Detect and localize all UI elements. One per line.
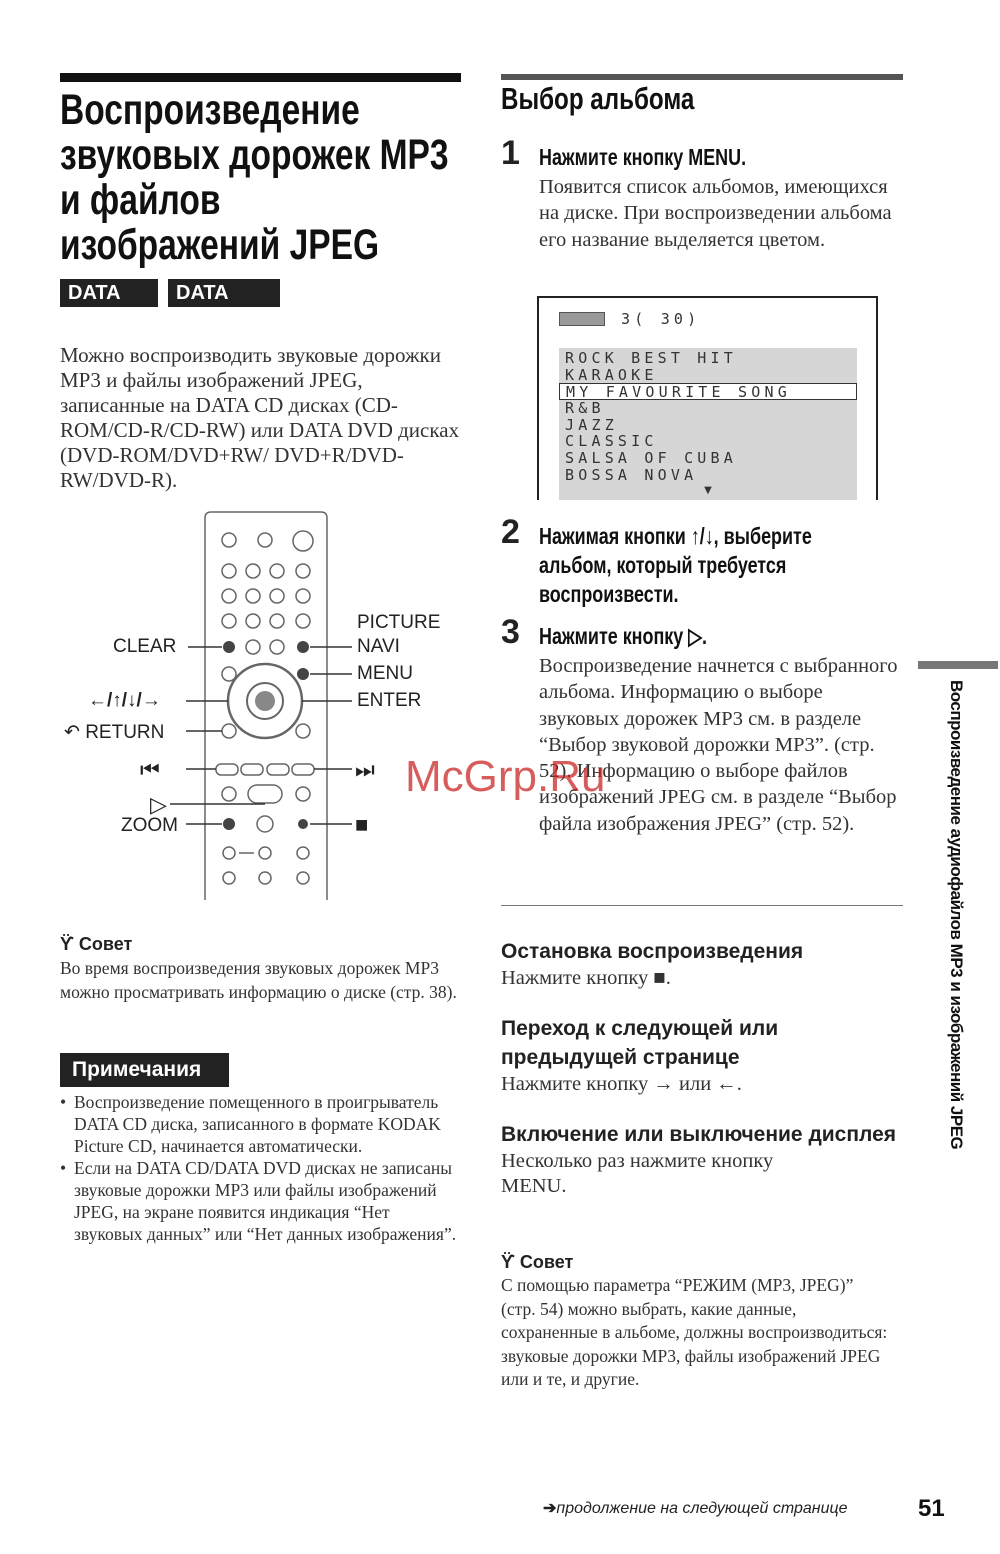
label-menu: MENU — [357, 663, 413, 684]
page-number: 51 — [918, 1495, 945, 1522]
album-item[interactable]: KARAOKE — [565, 365, 658, 384]
subsection-text: Нажмите кнопку → или ←. — [501, 1073, 742, 1095]
left-top-rule — [60, 73, 461, 82]
note-item: • Если на DATA CD/DATA DVD дисках не записаны звуковые дорожки MP3 или файлы изображений JPEG, на экране появится индикация “Нет звуковых данных” или “Нет данных изображения”. — [60, 1157, 460, 1245]
step-number: 3 — [501, 613, 520, 651]
arrow-right-icon: ➔ — [543, 1500, 557, 1517]
tip-heading — [501, 1250, 901, 1274]
title-line: Воспроизведение — [60, 86, 360, 134]
return-text: RETURN — [85, 722, 165, 743]
label-next: ⏭ — [355, 757, 375, 782]
step-title: Нажмите кнопку ▷. — [539, 623, 708, 649]
subsection-text: Несколько раз нажмите кнопку MENU. — [501, 1150, 774, 1197]
subsection-page — [501, 1014, 901, 1097]
subsection-title: Переход к следующей или предыдущей странице — [501, 1017, 779, 1069]
label-picture: PICTURE — [357, 612, 441, 633]
remote-illustration — [40, 508, 470, 908]
title-line: звуковых дорожек MP3 — [60, 131, 449, 179]
album-item-selected[interactable]: MY FAVOURITE SONG — [559, 383, 857, 400]
lightbulb-icon: ϔ — [60, 934, 74, 954]
tip-heading — [60, 932, 460, 956]
side-tab-bar — [918, 661, 998, 669]
album-screen — [537, 296, 878, 500]
step-number: 2 — [501, 513, 520, 551]
intro-text: Можно воспроизводить звуковые дорожки MP3 и файлы изображений JPEG, записанные на DATA CD дисках (CD-ROM/CD-R/CD-RW) или DATA DVD дисках (DVD-ROM/DVD+RW/ DVD+R/DVD-RW/DVD-R). — [60, 343, 460, 492]
album-item[interactable]: R&B — [565, 399, 605, 418]
continue-note — [543, 1498, 848, 1518]
tip-label: Совет — [78, 934, 133, 954]
watermark: McGrp.Ru — [405, 752, 606, 801]
divider — [501, 905, 903, 906]
step-title: Нажимая кнопки ↑/↓, выберите альбом, который требуется воспроизвести. — [539, 523, 812, 607]
section-title: Выбор альбома — [501, 81, 695, 116]
label-navi: NAVI — [357, 636, 400, 657]
label-arrows: ←/↑/↓/→ — [88, 690, 161, 711]
subsection-title: Включение или выключение дисплея — [501, 1123, 897, 1146]
label-clear: CLEAR — [113, 636, 177, 657]
subsection-title: Остановка воспроизведения — [501, 940, 804, 963]
label-prev: ⏮ — [140, 757, 160, 782]
title-line: изображений JPEG — [60, 221, 380, 269]
album-list[interactable] — [559, 348, 857, 500]
album-item[interactable]: ROCK BEST HIT — [565, 349, 737, 367]
step-body: Появится список альбомов, имеющихся на диске. При воспроизведении альбома его название выделяется цветом. — [539, 176, 892, 251]
folder-icon — [559, 312, 605, 326]
notes-heading: Примечания — [60, 1053, 229, 1087]
subsection-display — [501, 1120, 901, 1199]
tip-block-1 — [60, 932, 460, 1004]
album-item[interactable]: CLASSIC — [565, 432, 658, 451]
tip-text: С помощью параметра “РЕЖИМ (MP3, JPEG)” (стр. 54) можно выбрать, какие данные, сохраненные в альбоме, должны воспроизводиться: звуковые дорожки MP3, файлы изображений JPEG или и те, и другие. — [501, 1275, 888, 1389]
step-title: Нажмите кнопку MENU. — [539, 144, 747, 170]
subsection-text: Нажмите кнопку ■. — [501, 967, 671, 989]
label-zoom: ZOOM — [121, 815, 178, 836]
disc-badges — [60, 279, 280, 332]
album-item[interactable]: SALSA OF CUBA — [565, 449, 737, 468]
album-item[interactable]: JAZZ — [565, 415, 618, 434]
album-counter: 3( 30) — [621, 310, 701, 328]
step-body: Воспроизведение начнется с выбранного альбома. Информацию о выборе звуковых дорожек MP3 см. в разделе “Выбор звуковой дорожки MP3”. (стр. 52). Информацию о выборе файлов изображений JPEG см. в разделе “Выбор файла изображения JPEG” (стр. 52). — [539, 655, 898, 835]
label-enter: ENTER — [357, 690, 422, 711]
tip-block-2 — [501, 1250, 901, 1392]
tip-text: Во время воспроизведения звуковых дорожек MP3 можно просматривать информацию о диске (стр. 38). — [60, 958, 457, 1002]
subsection-stop — [501, 937, 901, 991]
step-number: 1 — [501, 134, 520, 172]
label-play: ▷ — [150, 792, 167, 817]
lightbulb-icon: ϔ — [501, 1252, 515, 1272]
label-return — [64, 721, 164, 744]
continue-text: продолжение на следующей странице — [556, 1500, 848, 1517]
notes-list — [60, 1091, 460, 1245]
scroll-down-icon[interactable]: ▼ — [704, 484, 712, 496]
note-item: • Воспроизведение помещенного в проигрыватель DATA CD диска, записанного в формате KODAK Picture CD, начинается автоматически. — [60, 1091, 460, 1157]
badge-data-cd: DATA CD — [60, 279, 158, 307]
tip-label: Совет — [519, 1252, 574, 1272]
badge-data-dvd: DATA DVD — [168, 279, 280, 307]
page-title — [60, 88, 460, 268]
return-icon: ↶ — [64, 722, 80, 743]
album-item[interactable]: BOSSA NOVA — [565, 465, 698, 484]
side-tab-label: Воспроизведение аудиофайлов MP3 и изображений JPEG — [947, 680, 966, 1150]
label-stop: ■ — [355, 812, 369, 837]
title-line: и файлов — [60, 176, 221, 224]
